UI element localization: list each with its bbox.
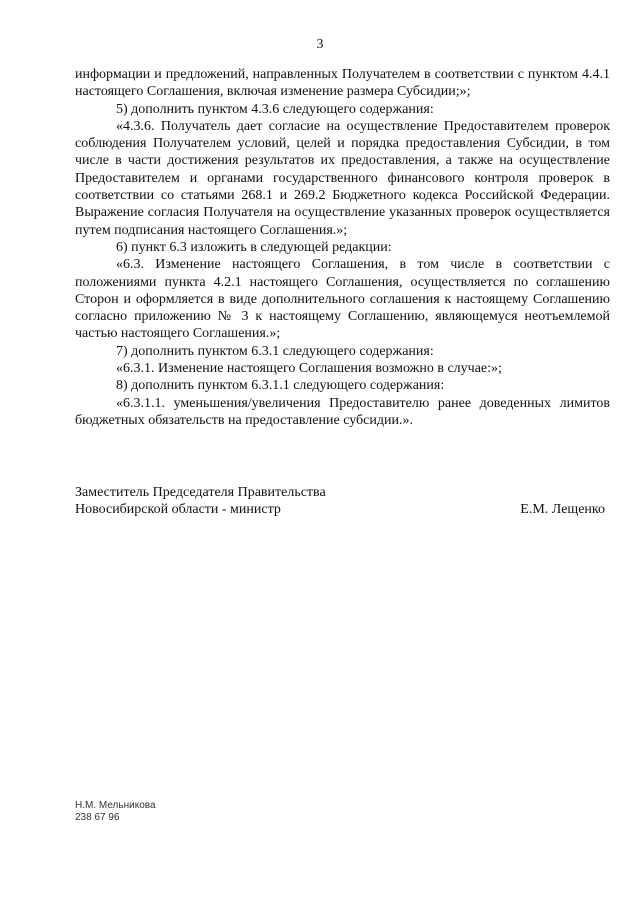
executor-footer [75, 800, 156, 824]
paragraph-clause-6-3-1: «6.3.1. Изменение настоящего Соглашения возможно в случае:»; [116, 361, 502, 377]
signature-row [75, 501, 610, 518]
paragraph-clause-6-3: «6.3. Изменение настоящего Соглашения, в том числе в соответствии с положениями пункта 4.2.1 настоящего Соглашения, осуществляется по соглашению Сторон и оформляется в виде дополнительного соглашения к настоящему Соглашению согласно приложению № 3 к настоящему Соглашению, являющемуся неотъемлемой частью настоящего Соглашения.»; [75, 257, 610, 342]
paragraph-item-8: 8) дополнить пунктом 6.3.1.1 следующего содержания: [116, 378, 445, 394]
signatory-position-line2: Новосибирской области - министр [75, 502, 281, 518]
paragraph-continuation: информации и предложений, направленных Получателем в соответствии с пунктом 4.4.1 настоящего Соглашения, включая изменение размера Субсидии;»; [75, 67, 610, 100]
document-body [75, 66, 610, 429]
executor-name: Н.М. Мельникова [75, 800, 156, 811]
signatory-position-line1: Заместитель Председателя Правительства [75, 485, 326, 500]
paragraph-clause-4-3-6: «4.3.6. Получатель дает согласие на осуществление Предоставителем проверок соблюдения Получателем условий, целей и порядка предоставления Субсидии, в том числе в части достижения результатов их предоставления, а также на осуществление Предоставителем и органами государственного финансового контроля проверок в соответствии со статьями 268.1 и 269.2 Бюджетного кодекса Российской Федерации. Выражение согласия Получателя на осуществление указанных проверок осуществляется путем подписания настоящего Соглашения.»; [75, 118, 610, 238]
executor-phone: 238 67 96 [75, 812, 120, 823]
paragraph-item-6: 6) пункт 6.3 изложить в следующей редакции: [116, 239, 392, 255]
paragraph-clause-6-3-1-1: «6.3.1.1. уменьшения/увеличения Предоставителю ранее доведенных лимитов бюджетных обязательств на предоставление субсидии.». [75, 395, 610, 428]
page-number: 3 [316, 37, 324, 52]
signatory-name: Е.М. Лещенко [520, 502, 605, 518]
paragraph-item-5: 5) дополнить пунктом 4.3.6 следующего содержания: [116, 101, 434, 117]
signature-block [75, 484, 610, 519]
paragraph-item-7: 7) дополнить пунктом 6.3.1 следующего содержания: [116, 343, 434, 359]
